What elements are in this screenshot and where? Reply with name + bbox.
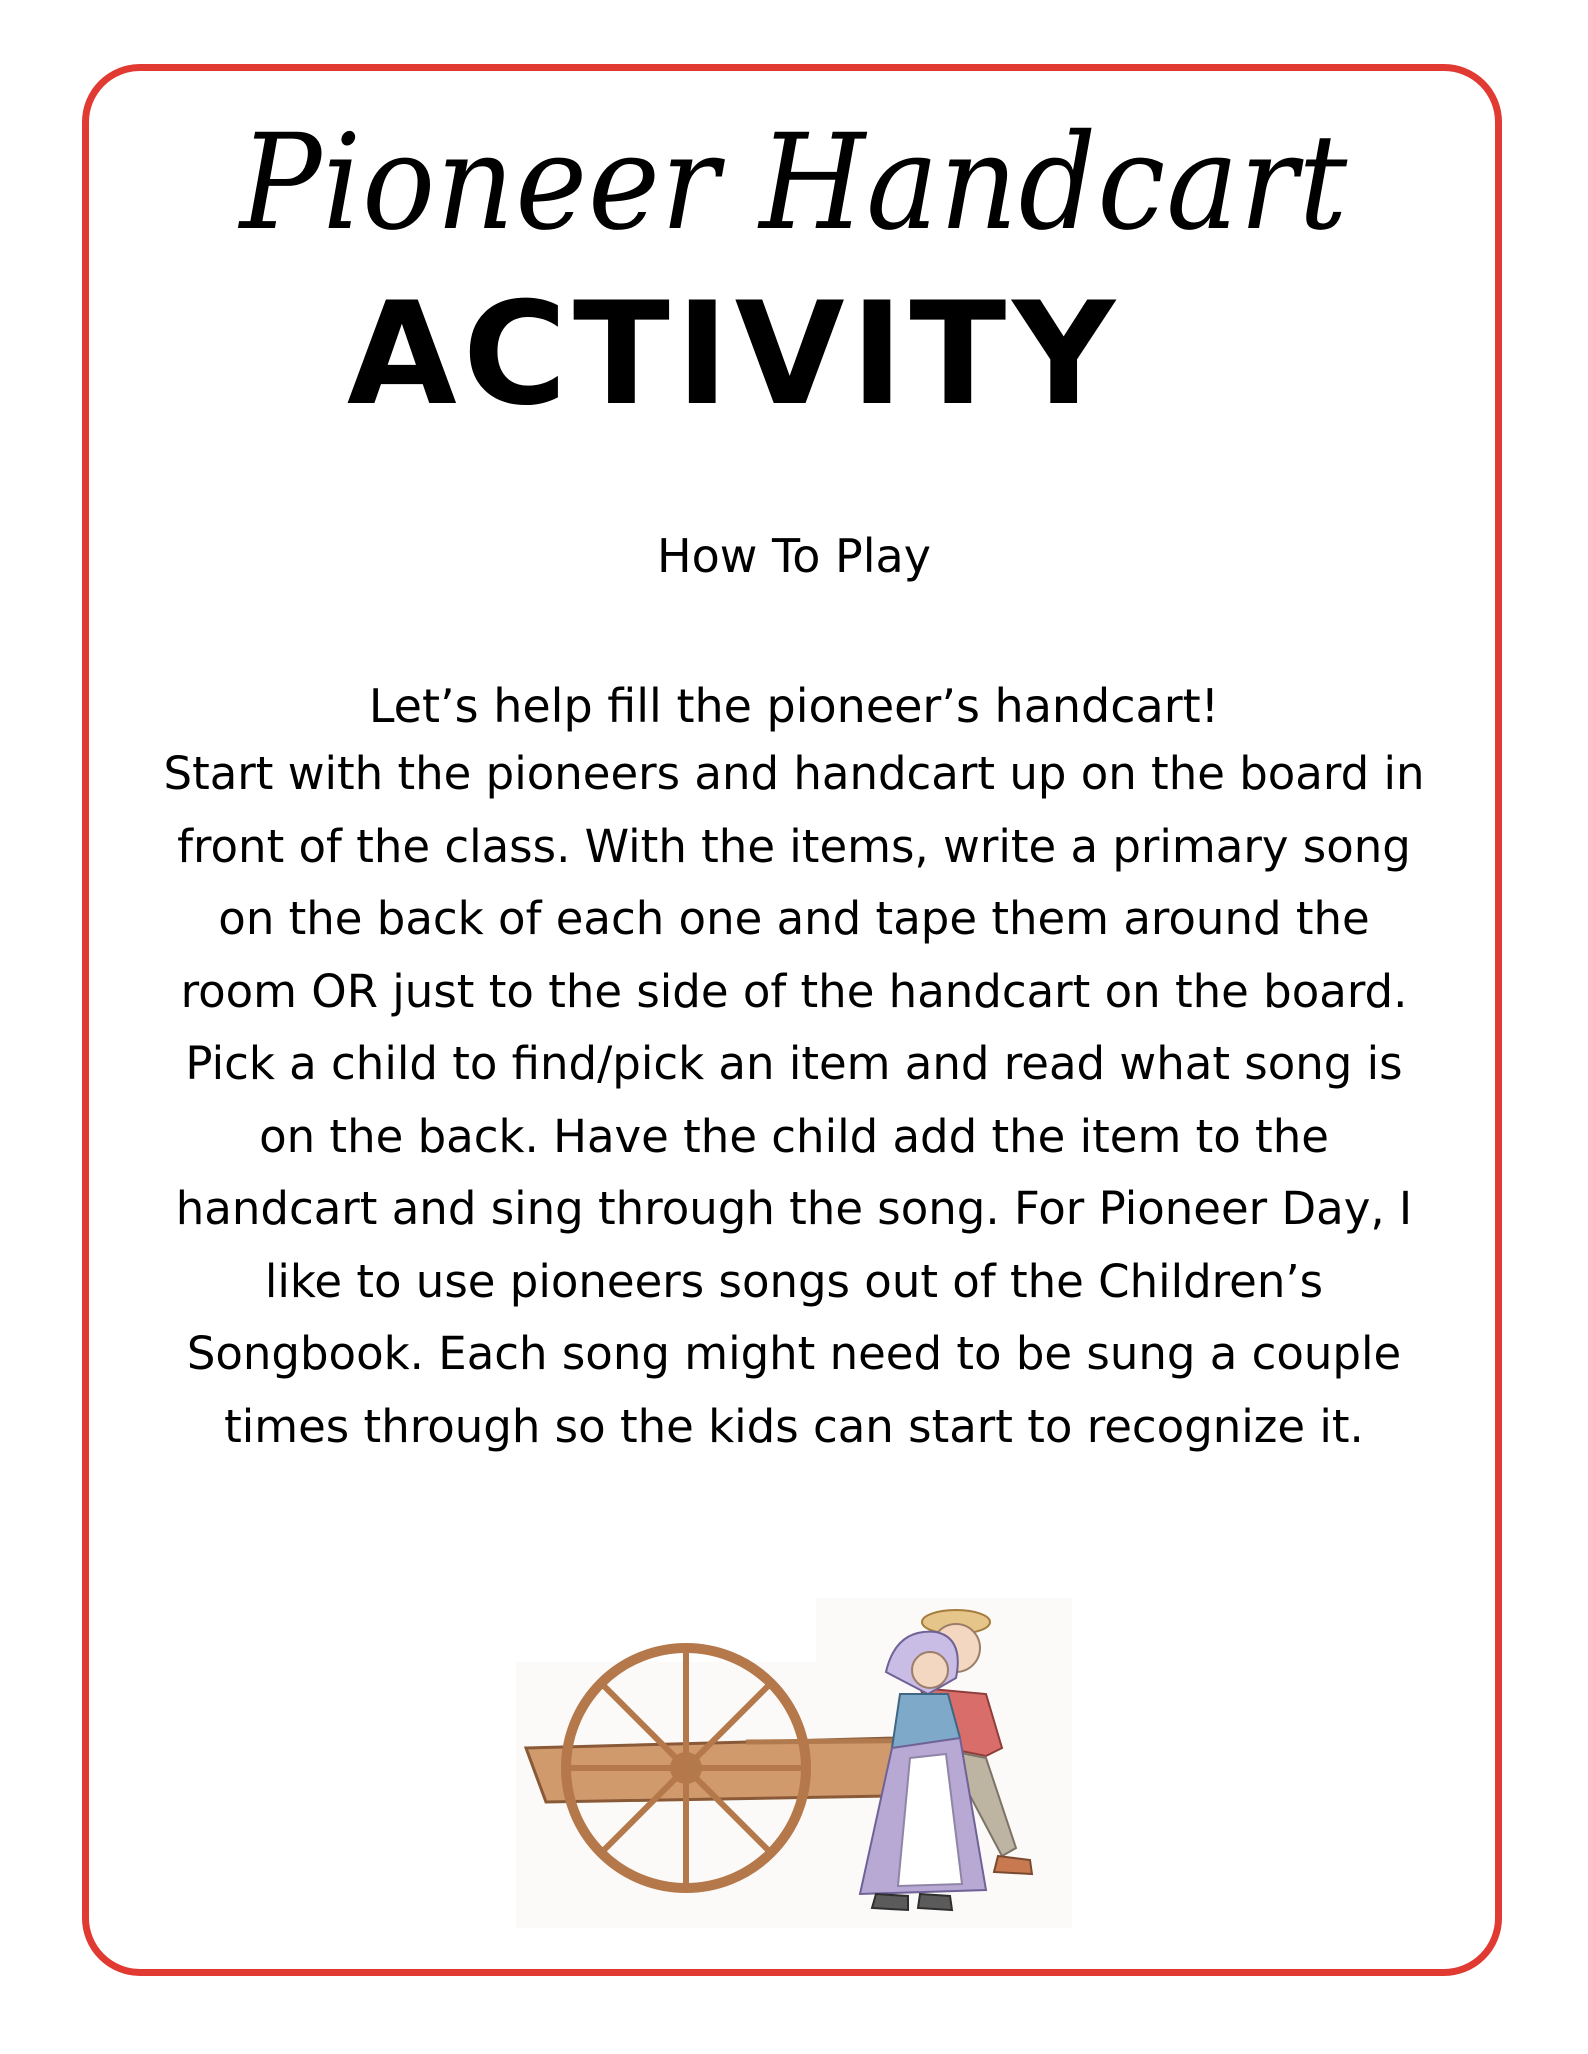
cart-wheel — [566, 1648, 806, 1888]
section-heading: How To Play — [657, 529, 931, 583]
intro-line: Let’s help fill the pioneer’s handcart! — [368, 679, 1220, 733]
pioneer-handcart-illustration — [516, 1598, 1072, 1928]
page-title-block: ACTIVITY — [346, 272, 1122, 437]
page-title-script: Pioneer Handcart — [239, 106, 1349, 260]
instructions-paragraph: Start with the pioneers and handcart up on the board in front of the class. With the items, write a primary song on the back of each one and tape them around the room OR just to the side of the handcart on the board. Pick a child to find/pick an item and read what song is on the back. Have the child add the item to the handcart and sing through the song. For Pioneer Day, I like to use pioneers songs out of the Children’s Songbook. Each song might need to be sung a couple times through so the kids can start to recognize it. — [163, 747, 1425, 1453]
